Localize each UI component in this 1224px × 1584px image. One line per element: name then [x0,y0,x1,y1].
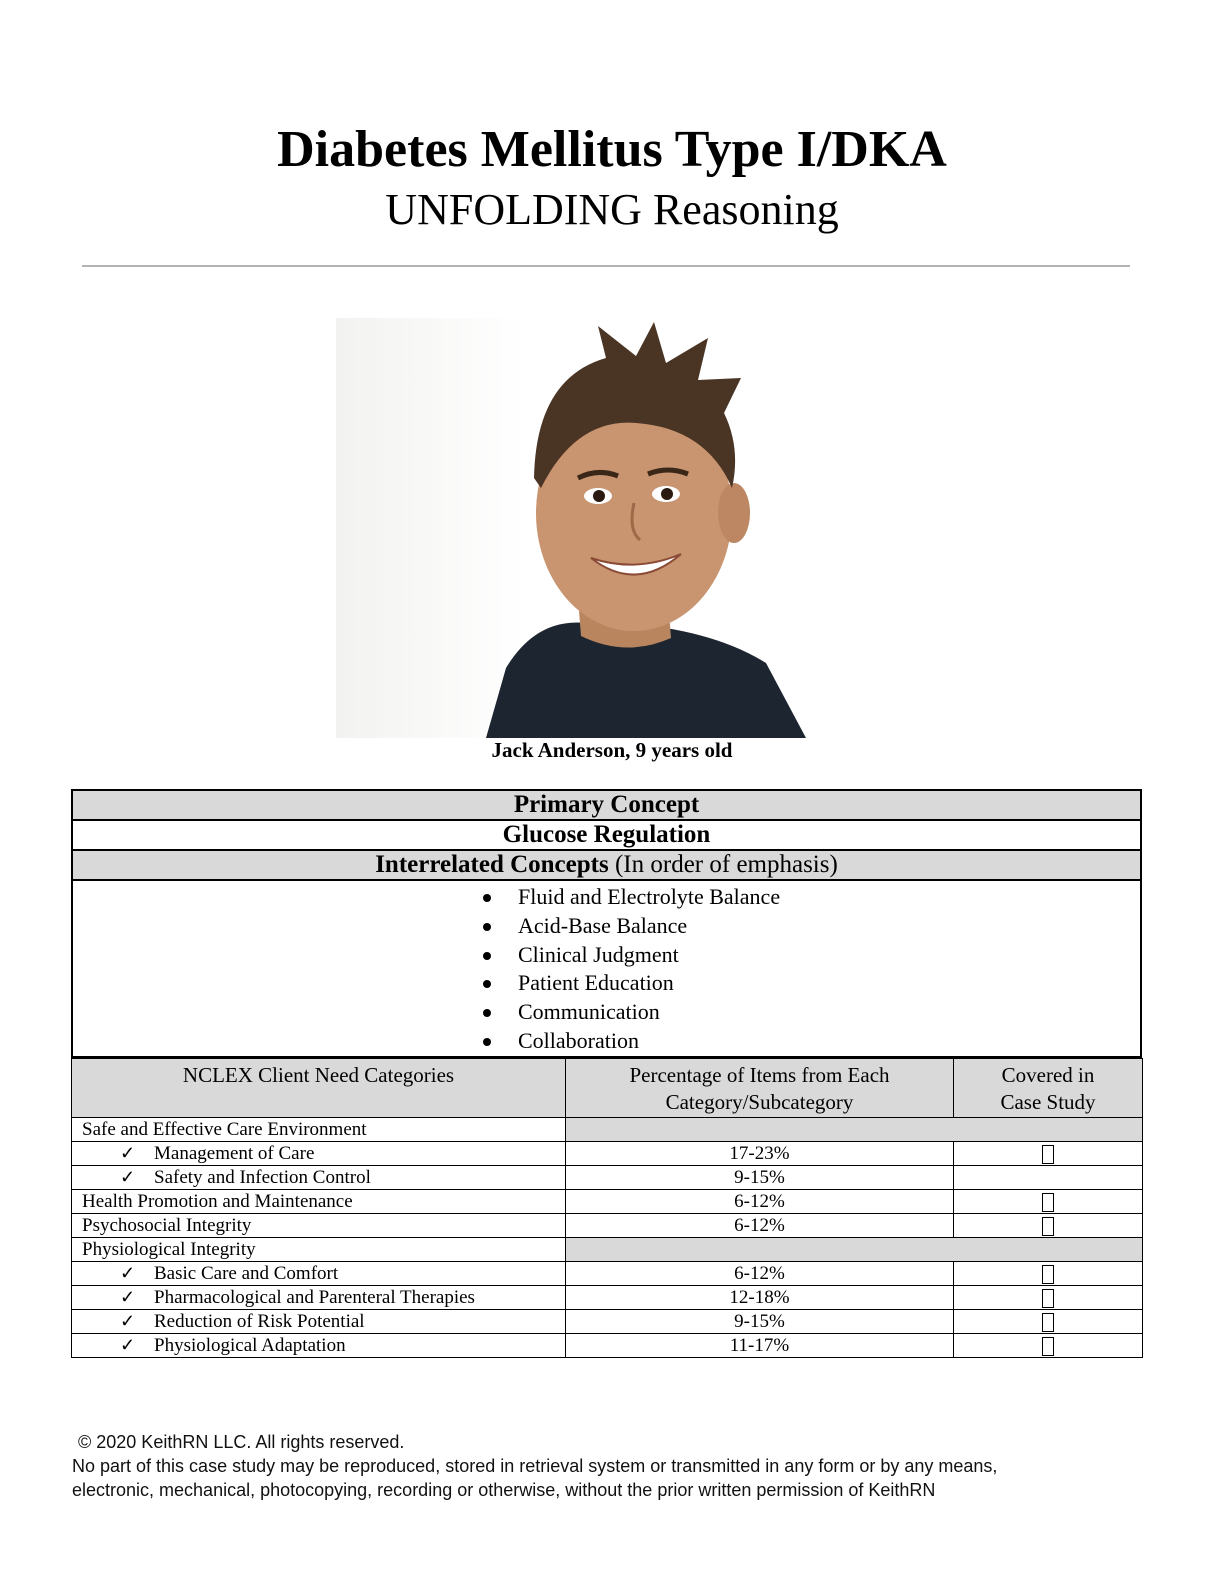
list-item: Collaboration [483,1027,1140,1056]
table-row [72,1286,1143,1310]
interrelated-concepts-note: (In order of emphasis) [614,851,838,878]
nclex-category-label: Psychosocial Integrity [82,1214,252,1236]
covered-checkbox-icon [1042,1337,1054,1356]
nclex-covered-cell [954,1310,1143,1334]
nclex-percentage-cell [566,1214,954,1238]
nclex-category-label: Pharmacological and Parenteral Therapies [154,1287,475,1308]
bullet-icon [483,952,491,960]
bullet-icon [483,894,491,902]
nclex-percentage-value: 6-12% [734,1214,785,1236]
bullet-icon [483,1009,491,1017]
nclex-covered-cell [954,1334,1143,1358]
nclex-percentage-cell [566,1238,1143,1262]
nclex-percentage-cell [566,1262,954,1286]
nclex-category-cell [72,1142,566,1166]
bullet-icon [483,923,491,931]
table-row [72,1334,1143,1358]
interrelated-concepts-title: Interrelated Concepts [375,851,609,878]
nclex-covered-cell [954,1142,1143,1166]
nclex-percentage-cell [566,1190,954,1214]
nclex-category-cell [72,1334,566,1358]
covered-checkbox-icon [1042,1313,1054,1332]
copyright-footer [72,1430,1172,1502]
nclex-col-percentage-header: Percentage of Items from Each Category/Subcategory [566,1059,954,1118]
checkmark-icon: ✓ [120,1287,136,1307]
nclex-percentage-cell [566,1286,954,1310]
nclex-covered-cell [954,1286,1143,1310]
checkmark-icon: ✓ [120,1167,136,1187]
nclex-covered-cell [954,1190,1143,1214]
table-row [72,1142,1143,1166]
covered-checkbox-icon [1042,1265,1054,1284]
nclex-category-label: Reduction of Risk Potential [154,1311,365,1332]
nclex-category-cell [72,1118,566,1142]
document-title: Diabetes Mellitus Type I/DKA [277,121,947,178]
nclex-percentage-value: 6-12% [734,1190,785,1212]
boy-portrait-illustration [336,318,872,738]
header-divider [82,265,1130,267]
document-subtitle: UNFOLDING Reasoning [385,185,839,234]
photo-caption: Jack Anderson, 9 years old [491,738,733,762]
nclex-col-covered-header: Covered in Case Study [954,1059,1143,1118]
nclex-category-label: Physiological Adaptation [154,1335,346,1356]
checkmark-icon: ✓ [120,1143,136,1163]
list-item: Fluid and Electrolyte Balance [483,883,1140,912]
nclex-table [71,1058,1143,1358]
nclex-percentage-value: 11-17% [729,1334,790,1356]
table-row [72,1214,1143,1238]
table-row [72,1166,1143,1190]
nclex-category-cell [72,1166,566,1190]
nclex-percentage-value: 17-23% [729,1142,790,1164]
list-item: Patient Education [483,969,1140,998]
list-item: Communication [483,998,1140,1027]
nclex-percentage-cell [566,1334,954,1358]
covered-checkbox-icon [1042,1145,1054,1164]
nclex-percentage-value: 9-15% [734,1310,785,1332]
copyright-line: © 2020 KeithRN LLC. All rights reserved. [78,1432,405,1452]
nclex-category-cell [72,1190,566,1214]
checkmark-icon: ✓ [120,1335,136,1355]
nclex-percentage-cell [566,1166,954,1190]
nclex-category-label: Physiological Integrity [82,1238,256,1260]
interrelated-concepts-list [73,881,1140,1056]
bullet-icon [483,1038,491,1046]
checkmark-icon: ✓ [120,1263,136,1283]
reproduction-notice-line-1: No part of this case study may be reproduced, stored in retrieval system or transmitted in any form or by any means, [72,1456,998,1476]
primary-concept-value: Glucose Regulation [72,820,1141,850]
nclex-col-categories-header: NCLEX Client Need Categories [72,1059,566,1118]
interrelated-concepts-list-cell [72,880,1141,1057]
nclex-category-cell [72,1310,566,1334]
nclex-category-label: Safe and Effective Care Environment [82,1118,367,1140]
reproduction-notice-line-2: electronic, mechanical, photocopying, recording or otherwise, without the prior written permission of KeithRN [72,1480,936,1500]
table-row [72,1190,1143,1214]
patient-photo [336,318,872,738]
table-row [72,1262,1143,1286]
list-item: Acid-Base Balance [483,912,1140,941]
list-item: Clinical Judgment [483,941,1140,970]
nclex-percentage-value: 9-15% [734,1166,785,1188]
nclex-category-label: Basic Care and Comfort [154,1263,339,1284]
nclex-percentage-cell [566,1142,954,1166]
nclex-category-cell [72,1238,566,1262]
nclex-category-label: Management of Care [154,1143,315,1164]
nclex-percentage-cell [566,1118,1143,1142]
table-row [72,1238,1143,1262]
nclex-category-label: Safety and Infection Control [154,1167,371,1188]
covered-checkbox-icon [1042,1193,1054,1212]
nclex-percentage-value: 12-18% [729,1286,790,1308]
nclex-category-label: Health Promotion and Maintenance [82,1190,353,1212]
covered-checkbox-icon [1042,1217,1054,1236]
bullet-icon [483,980,491,988]
checkmark-icon: ✓ [120,1311,136,1331]
nclex-percentage-value: 6-12% [734,1262,785,1284]
nclex-covered-cell [954,1262,1143,1286]
interrelated-concepts-header [72,850,1141,880]
table-row [72,1310,1143,1334]
nclex-percentage-cell [566,1310,954,1334]
nclex-category-cell [72,1262,566,1286]
concepts-table [71,789,1142,1058]
primary-concept-header: Primary Concept [72,790,1141,820]
nclex-covered-cell [954,1214,1143,1238]
table-row [72,1118,1143,1142]
nclex-category-cell [72,1214,566,1238]
nclex-category-cell [72,1286,566,1310]
covered-checkbox-icon [1042,1289,1054,1308]
nclex-covered-cell [954,1166,1143,1190]
